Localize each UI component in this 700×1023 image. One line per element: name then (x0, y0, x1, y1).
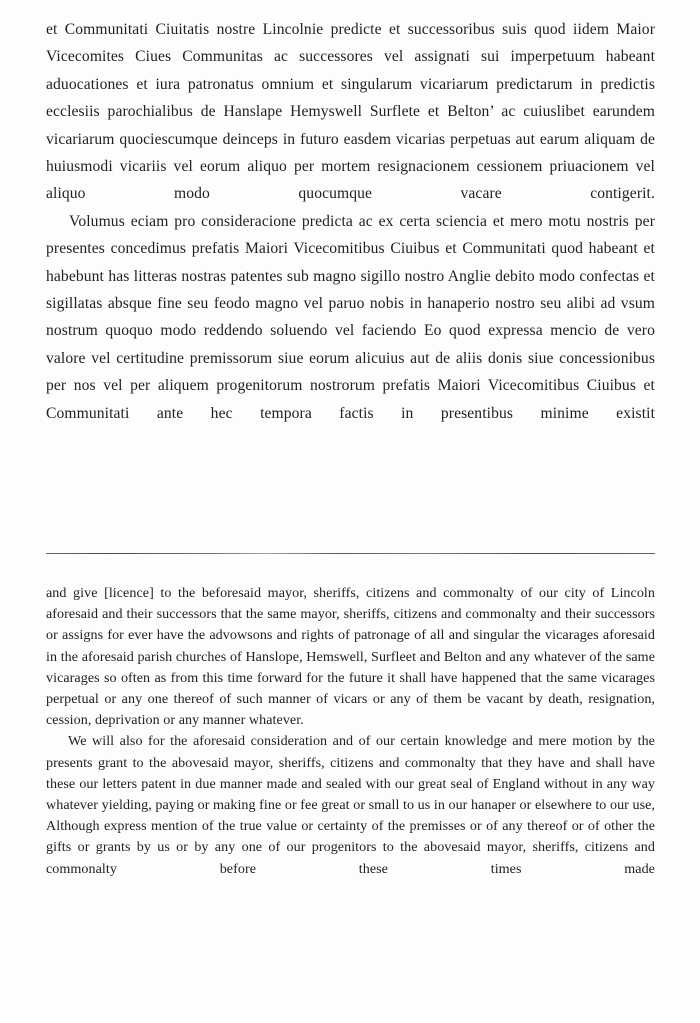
english-paragraph-2: We will also for the aforesaid consideration and of our certain knowledge and mere motion by the presents grant to the abovesaid mayor, sheriffs, citizens and commonalty that they have and shall have these our letters patent in due manner made and sealed with our great seal of England without in any way whatever yielding, paying or making fine or fee great or small to us in our hanaper or elsewhere to our use, Although express mention of the true value or certainty of the premisses or of any thereof or of other the gifts or grants by us or by any one of our progenitors to the abovesaid mayor, sheriffs, citizens and commonalty before these times made (46, 733, 655, 877)
section-divider (46, 553, 655, 554)
english-paragraph-1: and give [licence] to the beforesaid mayor, sheriffs, citizens and commonalty of our city of Lincoln aforesaid and their successors that the same mayor, sheriffs, citizens and commonalty and their successors or assigns for ever have the advowsons and rights of patronage of all and singular the vicarages aforesaid in the aforesaid parish churches of Hanslope, Hemswell, Surfleet and Belton and any whatever of the same vicarages so often as from this time forward for the future it shall have happened that the same vicarages perpetual or any one thereof of such manner of vicars or any of them be vacant by death, resignation, cession, deprivation or any manner whatever. (46, 585, 655, 729)
latin-paragraph-2: Volumus eciam pro consideracione predicta ac ex certa sciencia et mero motu nostris per presentes concedimus prefatis Maiori Vicecomitibus Ciuibus et Communitati quod habeant et habebunt has litteras nostras patentes sub magno sigillo nostro Anglie debito modo confectas et sigillatas absque fine seu feodo magno vel paruo nobis in hanaperio nostro seu alibi ad vsum nostrum quoquo modo reddendo soluendo vel faciendo Eo quod expressa mencio de vero valore vel certitudine premissorum siue eorum alicuius aut de aliis donis siue concessionibus per nos vel per aliquem progenitorum nostrorum prefatis Maiori Vicecomitibus Ciuibus et Communitati ante hec tempora factis in presentibus minime existit (46, 212, 655, 422)
english-translation-section (46, 583, 655, 880)
latin-paragraph-1: et Communitati Ciuitatis nostre Lincolnie predicte et successoribus suis quod iidem Maior Vicecomites Ciues Communitas ac successores vel assignati sui imperpetuum habeant aduocationes et iura patronatus omnium et singularum vicariarum predictarum in predictis ecclesiis parochialibus de Hanslape Hemyswell Surflete et Belton’ ac cuiuslibet earundem vicariarum quociescumque deinceps in futuro easdem vicarias perpetuas aut earum aliquam de huiusmodi vicariis vel eorum aliquo per mortem resignacionem cessionem priuacionem vel aliquo modo quocumque vacare contigerit. (46, 21, 655, 203)
latin-transcript-section (46, 16, 655, 427)
